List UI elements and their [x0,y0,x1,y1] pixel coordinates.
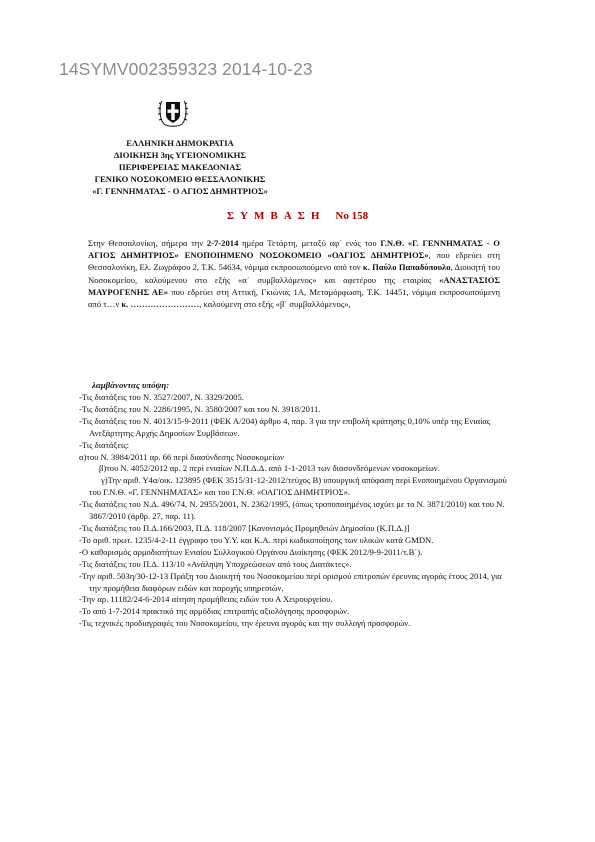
title-word: ΣΥΜΒΑΣΗ [226,210,326,222]
intro-text: που εδρεύει στη Αττική, Γκιώνας 1Α, Μεταμόρφωση, Τ.Κ. 14451, νόμιμα εκπροσωπούμενη από τ…ν [88,286,500,310]
list-item: β)του Ν. 4052/2012 αρ. 2 περί ενιαίων Ν.Π.Δ.Δ. από 1-1-2013 των διασυνδεόμενων νοσοκομείων. [99,463,440,474]
contract-title [0,210,595,222]
list-item: -Το αριθ. πρωτ. 1235/4-2-11 έγγραφο του Υ.Υ. και Κ.Α. περί κωδικοποίησης των υλικών κατά GMDN. [79,534,434,545]
document-id-stamp: 14SYMV002359323 2014-10-23 [59,59,313,79]
contract-intro-paragraph [88,237,500,310]
contract-date: 2-7-2014 [206,238,239,248]
list-item: -Ο καθορισμός αρμοδιοτήτων Ενιαίου Συλλογικού Οργάνου Διοίκησης (ΦΕΚ 2012/9-9-2011/τ.Β΄). [79,546,423,557]
intro-text: ημέρα Τετάρτη, μεταξύ αφ΄ ενός του [238,238,381,248]
list-item: -Τις διατάξεις του Π.Δ.166/2003, Π.Δ. 118/2007 [Κανονισμός Προμηθειών Δημοσίου (Κ.Π.Δ.)] [79,522,410,533]
header-line: ΠΕΡΙΦΕΡΕΙΑΣ ΜΑΚΕΔΟΝΙΑΣ [118,162,242,172]
list-item: -Τις διατάξεις του Ν. 2286/1995, Ν. 3580/2007 και του Ν. 3918/2011. [79,403,321,414]
hospital-name: Γ.Ν.Θ. «Γ. ΓΕΝΝΗΜΑΤΑΣ - Ο ΑΓΙΟΣ ΔΗΜΗΤΡΙΟΣ» ΕΝΟΠΟΙΗΜΕΝΟ ΝΟΣΟΚΟΜΕΙΟ «ΟΑΓΙΟΣ ΔΗΜΗΤΡΙΟΣ» [88,238,500,261]
list-item: -Την αριθ. 503η/30-12-13 Πράξη του Διοικητή του Νοσοκομείου περί ορισμού επιτροπών έρευνας αγοράς έτους 2014, για την προμήθεια διαφόρων ειδών και παροχής υπηρεσιών. [79,570,502,593]
legal-basis-list [79,392,509,630]
list-item: -Τις διατάξεις: [79,439,130,450]
director-name: κ. Παύλο Παπαδόπουλο [362,262,451,273]
list-item: -Τις διατάξεις του Ν. 4013/15-9-2011 (ΦΕΚ Α/204) άρθρο 4, παρ. 3 για την επιβολή κράτησης 0,10% υπέρ της Ενιαίας Ανεξάρτητης Αρχής Δημοσίων Συμβάσεων. [79,415,491,438]
intro-text: , που εδρεύει στη Θεσσαλονίκη, Ελ. Ζωγράφου 2, Τ.Κ. 54634, νόμιμα εκπροσωπούμενο από τον [88,250,500,273]
list-item: -Το από 1-7-2014 πρακτικό της αρμόδιας επιτροπής αξιολόγησης προσφορών. [79,606,350,617]
list-item: -Τις τεχνικές προδιαγραφές του Νοσοκομείου, την έρευνα αγοράς και την συλλογή προσφορών. [79,618,411,629]
list-item: -Τις διατάξεις του Ν. 3527/2007, Ν. 3329/2005. [79,392,244,402]
list-item: α)του Ν. 3984/2011 αρ. 66 περί διασύνδεσης Νοσοκομείων [79,451,285,462]
intro-text: , καλούμενη στο εξής «β΄ συμβαλλόμενος», [199,299,351,310]
header-line: «Γ. ΓΕΝΝΗΜΑΤΑΣ - Ο ΑΓΙΟΣ ΔΗΜΗΤΡΙΟΣ» [92,186,268,196]
list-item: -Την αρ. 11182/24-6-2014 αίτηση προμήθειας ειδών του Α Χειρουργείου. [79,594,333,605]
intro-text: Στην Θεσσαλονίκη, σήμερα την [88,238,207,248]
representative-name: κ. …………………… [121,299,200,310]
considering-label: λαμβάνοντας υπόψη: [92,380,170,390]
header-line: ΕΛΛΗΝΙΚΗ ΔΗΜΟΚΡΑΤΙΑ [126,138,234,148]
issuer-header [60,137,300,197]
list-item: γ)Την αριθ. Υ4α/οικ. 123895 (ΦΕΚ 3515/31-12-2012/τεύχος Β) υπουργική απόφαση περί Ενοποιημένου Οργανισμού του Γ.Ν.Θ. «Γ. ΓΕΝΝΗΜΑΤΑΣ» και του Γ.Ν.Θ. «ΟΑΓΙΟΣ ΔΗΜΗΤΡΙΟΣ». [89,475,507,498]
header-line: ΓΕΝΙΚΟ ΝΟΣΟΚΟΜΕΙΟ ΘΕΣΣΑΛΟΝΙΚΗΣ [94,174,266,184]
list-item: -Τις διατάξεις του Ν.Δ. 496/74, Ν. 2955/2001, Ν. 2362/1995, (όπως τροποποιημένος ισχύει με το Ν. 3871/2010) και του Ν. 3867/2010 (άρθρ. 27, παρ. 11). [79,499,505,522]
greek-coat-of-arms-icon [156,95,190,129]
intro-text: , Διοικητή του Νοσοκομείου, καλούμενου στο εξής «α΄ συμβαλλόμενος» και αφετέρου της εταιρίας [88,262,500,285]
list-item: -Τις διατάξεις του Π.Δ. 113/10 «Ανάληψη Υποχρεώσεων από τους Διατάκτες». [79,558,352,569]
header-line: ΔΙΟΙΚΗΣΗ 3ης ΥΓΕΙΟΝΟΜΙΚΗΣ [114,150,246,160]
title-number: Νο 158 [335,210,369,222]
company-name: «ΑΝΑΣΤΑΣΙΟΣ ΜΑΥΡΟΓΕΝΗΣ ΑΕ» [88,274,500,297]
